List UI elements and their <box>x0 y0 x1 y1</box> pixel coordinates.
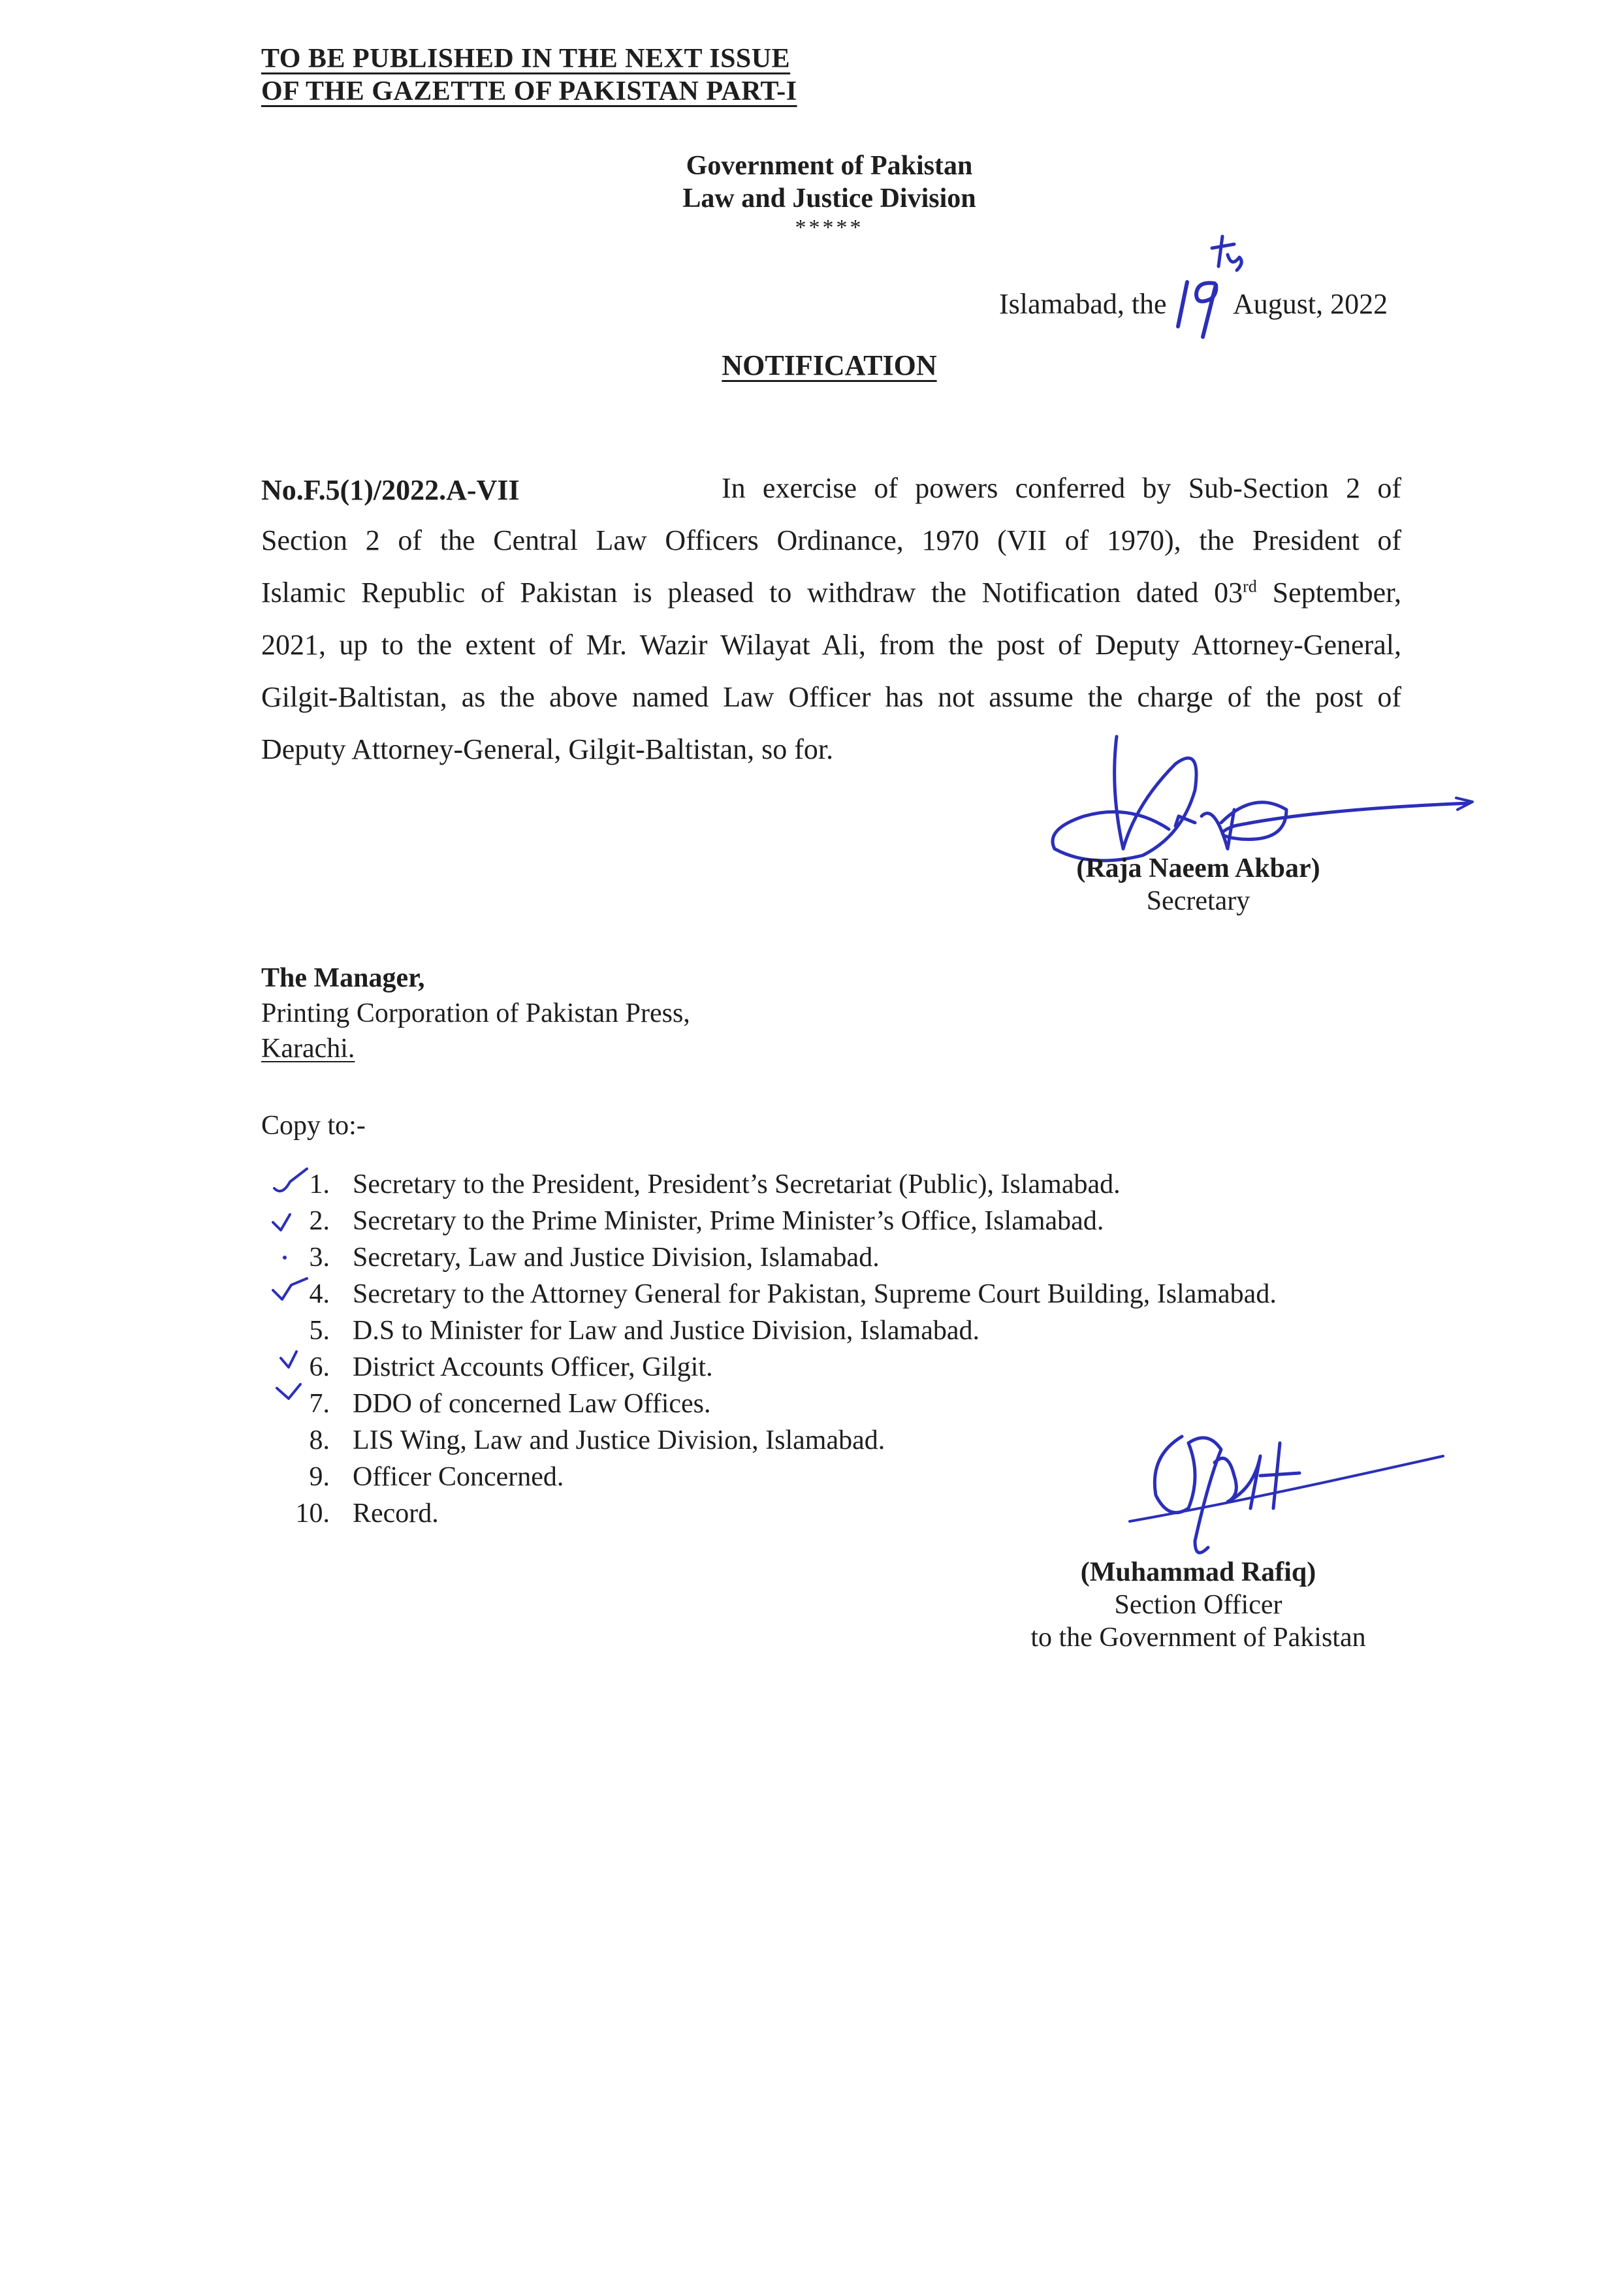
copy-to-item-number: 6. <box>309 1352 330 1382</box>
paragraph-line-5: Gilgit-Baltistan, as the above named Law Officer has not assume the charge of the post of <box>261 681 1401 713</box>
section-officer-designation: Section Officer <box>1114 1590 1282 1620</box>
copy-to-item-text: Record. <box>353 1499 439 1529</box>
tick-mark-7 <box>277 1384 300 1399</box>
copy-to-item-number: 8. <box>309 1425 330 1455</box>
notification-title: NOTIFICATION <box>722 349 937 381</box>
addressee-organization: Printing Corporation of Pakistan Press, <box>261 998 690 1028</box>
addressee-city: Karachi. <box>261 1034 355 1064</box>
tick-mark-1 <box>274 1169 307 1191</box>
copy-to-item-text: D.S to Minister for Law and Justice Division, Islamabad. <box>353 1316 980 1346</box>
date-prefix: Islamabad, the <box>999 288 1167 320</box>
tick-mark-4 <box>273 1278 307 1299</box>
handwritten-day <box>1169 220 1267 340</box>
copy-to-item-text: District Accounts Officer, Gilgit. <box>353 1352 713 1382</box>
copy-to-item-text: Secretary to the Prime Minister, Prime Minister’s Office, Islamabad. <box>353 1206 1104 1236</box>
copy-to-item-text: Secretary, Law and Justice Division, Islamabad. <box>353 1243 880 1273</box>
gazette-notice-line-2: OF THE GAZETTE OF PAKISTAN PART-I <box>261 76 797 106</box>
copy-to-item-number: 5. <box>309 1316 330 1346</box>
section-officer-name: (Muhammad Rafiq) <box>1080 1557 1316 1587</box>
paragraph-line-2: Section 2 of the Central Law Officers Ordinance, 1970 (VII of 1970), the President of <box>261 524 1401 556</box>
copy-to-item-text: Secretary to the Attorney General for Pakistan, Supreme Court Building, Islamabad. <box>353 1279 1277 1309</box>
section-officer-organization: to the Government of Pakistan <box>1030 1623 1366 1653</box>
copy-to-item-text: Secretary to the President, President’s Secretariat (Public), Islamabad. <box>353 1169 1121 1199</box>
copy-to-item-number: 9. <box>309 1462 330 1492</box>
paragraph-line-4: 2021, up to the extent of Mr. Wazir Wilayat Ali, from the post of Deputy Attorney-General, <box>261 629 1401 661</box>
copy-to-item-number: 3. <box>309 1243 330 1273</box>
handwritten-day-text: 19th <box>1169 220 1188 231</box>
separator-stars: ***** <box>795 215 864 240</box>
copy-to-heading: Copy to:- <box>261 1111 366 1141</box>
copy-to-item-text: LIS Wing, Law and Justice Division, Islamabad. <box>353 1425 885 1455</box>
government-heading: Government of Pakistan <box>686 151 973 181</box>
paragraph-line-3 <box>261 576 1401 609</box>
tick-mark-2 <box>273 1214 290 1230</box>
secretary-designation: Secretary <box>1146 886 1250 916</box>
gazette-notice-line-1: TO BE PUBLISHED IN THE NEXT ISSUE <box>261 44 791 74</box>
section-officer-signature <box>1110 1410 1450 1567</box>
paragraph-line-3-end: September, <box>1256 577 1401 609</box>
notification-reference-number: No.F.5(1)/2022.A-VII <box>261 474 520 506</box>
handwritten-tick-marks <box>268 1162 366 1436</box>
copy-to-item-number: 4. <box>309 1279 330 1309</box>
date-suffix: August, 2022 <box>1233 288 1388 320</box>
ordinal-superscript: rd <box>1243 577 1257 596</box>
copy-to-item-number: 7. <box>309 1389 330 1419</box>
paragraph-line-6: Deputy Attorney-General, Gilgit-Baltistan, so for. <box>261 733 834 765</box>
copy-to-item-text: DDO of concerned Law Offices. <box>353 1389 711 1419</box>
copy-to-item-number: 10. <box>295 1499 330 1529</box>
tick-dot-3 <box>283 1256 287 1260</box>
tick-mark-6 <box>281 1352 296 1367</box>
division-heading: Law and Justice Division <box>682 183 976 214</box>
paragraph-line-3-main: Islamic Republic of Pakistan is pleased to withdraw the Notification dated 03 <box>261 577 1243 609</box>
addressee-title: The Manager, <box>261 963 425 993</box>
secretary-name: (Raja Naeem Akbar) <box>1076 853 1320 883</box>
copy-to-item-text: Officer Concerned. <box>353 1462 564 1492</box>
copy-to-item-number: 2. <box>309 1206 330 1236</box>
paragraph-line-1: In exercise of powers conferred by Sub-Section 2 of <box>722 472 1401 504</box>
copy-to-item-number: 1. <box>309 1169 330 1199</box>
